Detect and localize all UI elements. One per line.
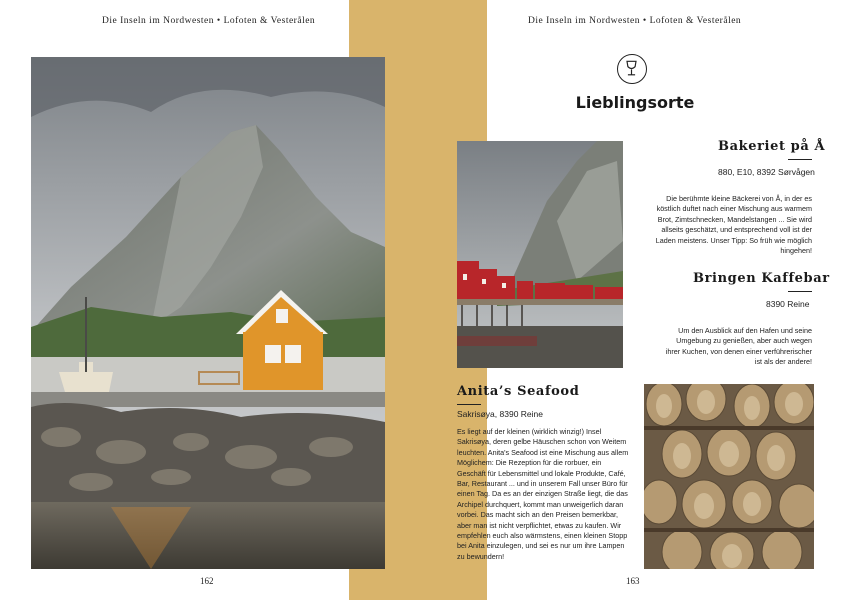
venue-address-anitas: Sakrisøya, 8390 Reine — [457, 409, 543, 419]
venue-address-bringen: 8390 Reine — [766, 299, 810, 309]
running-head-right: Die Inseln im Nordwesten • Lofoten & Vesterålen — [528, 16, 742, 26]
venue-description-bringen: Um den Ausblick auf den Hafen und seine Umgebung zu genießen, aber auch wegen ihrer Kuchen, von denen einer verführerischer ist als der andere! — [665, 326, 812, 367]
page-number-right: 163 — [626, 576, 640, 586]
running-head-left: Die Inseln im Nordwesten • Lofoten & Vesterålen — [102, 16, 316, 26]
title-rule — [788, 159, 812, 160]
venue-title-bringen: Bringen Kaffebar — [693, 271, 830, 286]
venue-description-anitas: Es liegt auf der kleinen (wirklich winzig!) Insel Sakrisøya, deren gelbe Häuschen schon von Weitem leuchten. Anita's Seafood ist eine Mischung aus allem Möglichem: Die Rezeption für die rorbuer, ein Geschäft für Lebensmittel und lokale Produkte, Café, Bar, Restaurant ... und in unserem Fall unser Büro für einen Tag. Da es an der einzigen Straße liegt, die das Archipel durchquert, kommt man unweigerlich daran vorbei. Das macht sich an den Preisen bemerkbar, aber man ist nicht verpflichtet, etwas zu kaufen. Wir empfehlen euch also wärmstens, einen kleinen Stopp bei Anita einzulegen, und sei es nur um ihre Lampen zu bewundern! — [457, 427, 629, 561]
title-rule — [457, 404, 481, 405]
venue-title-bakeriet: Bakeriet på Å — [718, 139, 826, 154]
wine-glass-icon — [617, 54, 647, 84]
yellow-cabin-mountain-photo — [31, 57, 385, 569]
venue-address-bakeriet: 880, E10, 8392 Sørvågen — [718, 167, 815, 177]
dried-stockfish-photo — [644, 384, 814, 569]
red-cabins-photo — [457, 141, 623, 368]
title-rule — [788, 291, 812, 292]
section-title: Lieblingsorte — [575, 93, 695, 112]
venue-title-anitas: Anita’s Seafood — [457, 384, 580, 399]
page-number-left: 162 — [200, 576, 214, 586]
venue-description-bakeriet: Die berühmte kleine Bäckerei von Å, in der es köstlich duftet nach einer Mischung aus warmem Brot, Zimtschnecken, Mandelstangen ... Sie wird allseits geschätzt, und entsprechend voll ist der Laden meistens. Unser Tipp: So früh wie möglich hingehen! — [655, 194, 812, 256]
